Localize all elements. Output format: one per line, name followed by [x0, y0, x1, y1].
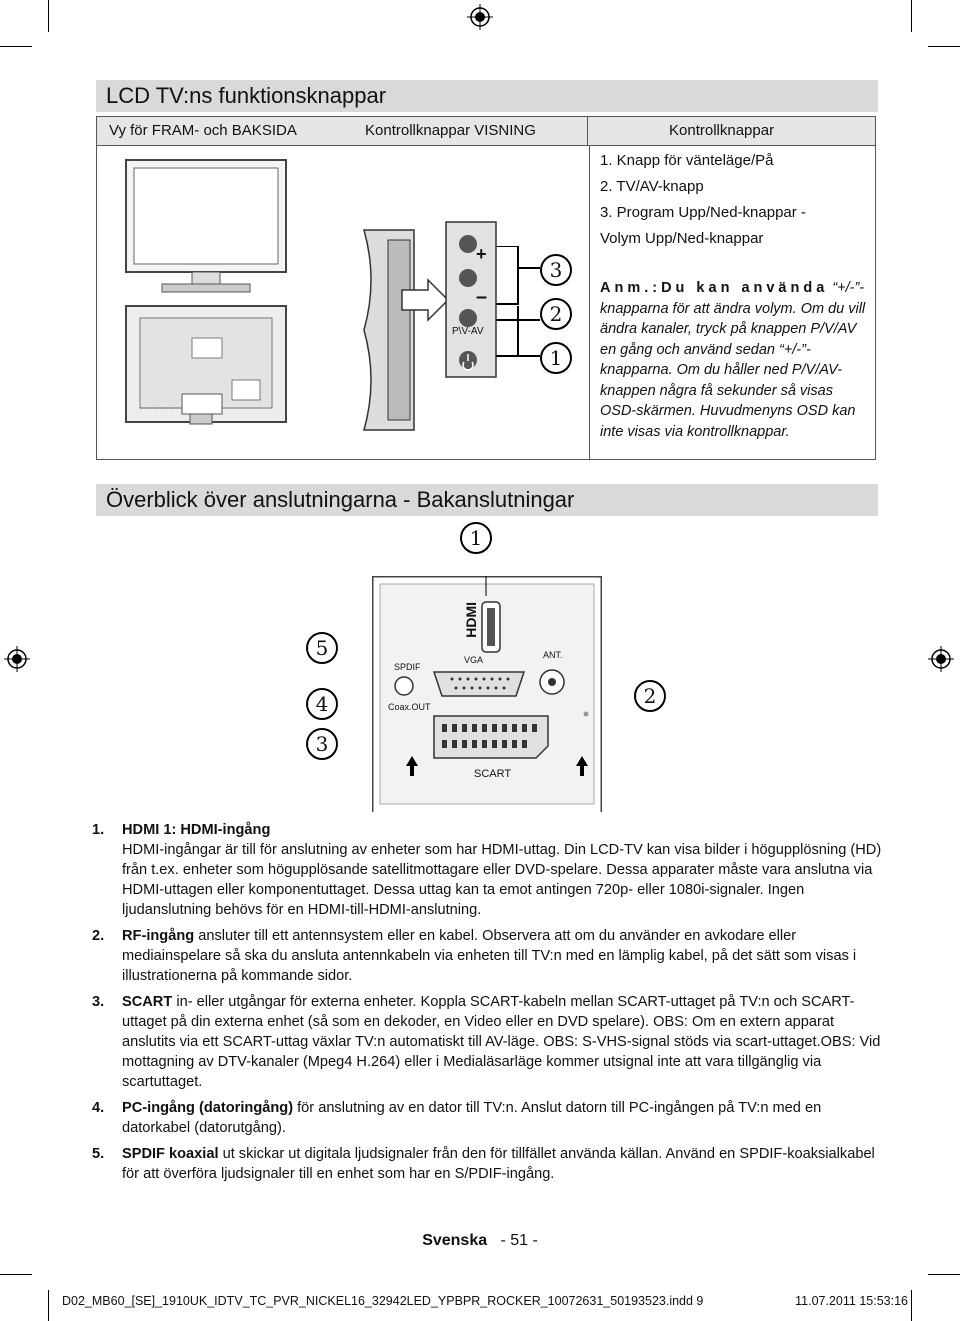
note-body: “+/-”-knapparna för att ändra volym. Om du vill ändra kanaler, tryck på knappen P/V/AV en gång och använd sedan “+/-”-knapparna. Om du håller ned P/V/AV-knappen några få sekunder så visas OSD-skärmen. Huvudmenyns OSD kan inte visas via kontrollknappar.: [600, 280, 866, 440]
col-header-controls: Kontrollknappar: [669, 122, 775, 139]
item-heading: SCART: [122, 994, 173, 1010]
item-number: 1.: [92, 822, 105, 838]
spdif-label: SPDIF: [394, 662, 421, 672]
item-number: 3.: [92, 994, 105, 1010]
callout-1: 1: [460, 522, 492, 554]
item-text: ansluter till ett antennsystem eller en kabel. Observera att om du använder en avkodare eller mediainspelare så ska du ansluta antennkabeln via enheten till TV:n med en lämplig kabel, på det sätt som visas i illustrationerna på kommande sidor.: [122, 928, 857, 984]
button-list: [600, 148, 870, 252]
list-item: [92, 820, 882, 920]
list-item: [92, 992, 882, 1092]
minus-label: –: [476, 286, 488, 308]
page-number: - 51 -: [500, 1232, 538, 1249]
callout-1: 1: [540, 342, 572, 374]
item-heading: HDMI 1: HDMI-ingång: [122, 822, 271, 838]
plus-label: +: [476, 244, 487, 264]
section-title: Överblick över anslutningarna - Bakanslutningar: [106, 487, 575, 512]
footer-language: Svenska: [422, 1232, 488, 1249]
item-number: 4.: [92, 1100, 105, 1116]
section-title: LCD TV:ns funktionsknappar: [106, 83, 387, 108]
list-item: Volym Upp/Ned-knappar: [600, 230, 764, 247]
note-lead: Anm.:Du kan använda: [600, 280, 829, 296]
item-text: in- eller utgångar för externa enheter. Koppla SCART-kabeln mellan SCART-uttaget på TV:n och SCART-uttaget på din externa enhet (så som en dekoder, en Video eller en DVD spelare). OBS: Om en extern apparat anslutits via ett SCART-uttag växlar TV:n automatiskt till AV-läge. OBS: S-VHS-signal stöds via scart-uttaget.OBS: Vid mottagning av DTV-kanaler (Mpeg4 H.264) eller i Medialäsarläge kommer utsignal inte att vara tillgänglig via scartuttaget.: [122, 994, 881, 1090]
callout-3: 3: [306, 728, 338, 760]
registration-mark-top: [467, 4, 493, 30]
item-heading: PC-ingång (datoringång): [122, 1100, 294, 1116]
vga-label: VGA: [464, 655, 484, 665]
tv-illustration: [122, 158, 290, 442]
pvav-label: P\V-AV: [452, 326, 484, 337]
button-bracket-lines: [496, 246, 540, 362]
connection-descriptions: [92, 820, 882, 1190]
item-text: för anslutning av en dator till TV:n. Anslut datorn till PC-ingången på TV:n med en datorkabel (datorutgång).: [122, 1100, 822, 1136]
item-number: 5.: [92, 1146, 105, 1162]
list-item: 3. Program Upp/Ned-knappar -: [600, 204, 806, 221]
callout-4: 4: [306, 688, 338, 720]
item-heading: RF-ingång: [122, 928, 195, 944]
scart-label: SCART: [474, 768, 512, 780]
list-item: [92, 926, 882, 986]
page-footer: [0, 1232, 960, 1250]
hdmi-label: HDMI: [463, 602, 479, 638]
section-header-buttons: [96, 80, 878, 112]
callout-2: 2: [634, 680, 666, 712]
item-heading: SPDIF koaxial: [122, 1146, 219, 1162]
callout-5: 5: [306, 632, 338, 664]
controls-note: [600, 278, 868, 442]
list-item: [92, 1144, 882, 1184]
section-header-connections: [96, 484, 878, 516]
item-text: HDMI-ingångar är till för anslutning av enheter som har HDMI-uttag. Din LCD-TV kan visa bilder i högupplösning (HD) från t.ex. enheter som högupplösande satellitmottagare eller DVD-spelare. Dessa apparater måste vara anslutna via HDMI-uttagen eller komponentuttaget. Dessa uttag kan ta emot antingen 720p- eller 1080i-signaler. Ingen ljudanslutning behövs för en HDMI-till-HDMI-anslutning.: [122, 842, 882, 918]
list-item: 2. TV/AV-knapp: [600, 178, 704, 195]
col-header-display: Kontrollknappar VISNING: [365, 122, 536, 139]
registration-mark-right: [928, 646, 954, 672]
coax-label: Coax.OUT: [388, 702, 431, 712]
slug-filename: D02_MB60_[SE]_1910UK_IDTV_TC_PVR_NICKEL16_32942LED_YPBPR_ROCKER_10072631_50193523.indd 9: [62, 1294, 704, 1308]
callout-2: 2: [540, 298, 572, 330]
list-item: 1. Knapp för vänteläge/På: [600, 152, 774, 169]
table-header: [97, 117, 875, 146]
callout-3: 3: [540, 254, 572, 286]
item-number: 2.: [92, 928, 105, 944]
slug-date: 11.07.2011 15:53:16: [795, 1294, 908, 1308]
list-item: [92, 1098, 882, 1138]
item-text: ut skickar ut digitala ljudsignaler från den för tillfället använda källan. Använd en SPDIF-koaksialkabel för att överföra ljudsignaler till en enhet som har en S/PDIF-ingång.: [122, 1146, 875, 1182]
col-header-front-back: Vy för FRAM- och BAKSIDA: [109, 122, 297, 139]
ant-label: ANT.: [543, 650, 563, 660]
registration-mark-left: [4, 646, 30, 672]
